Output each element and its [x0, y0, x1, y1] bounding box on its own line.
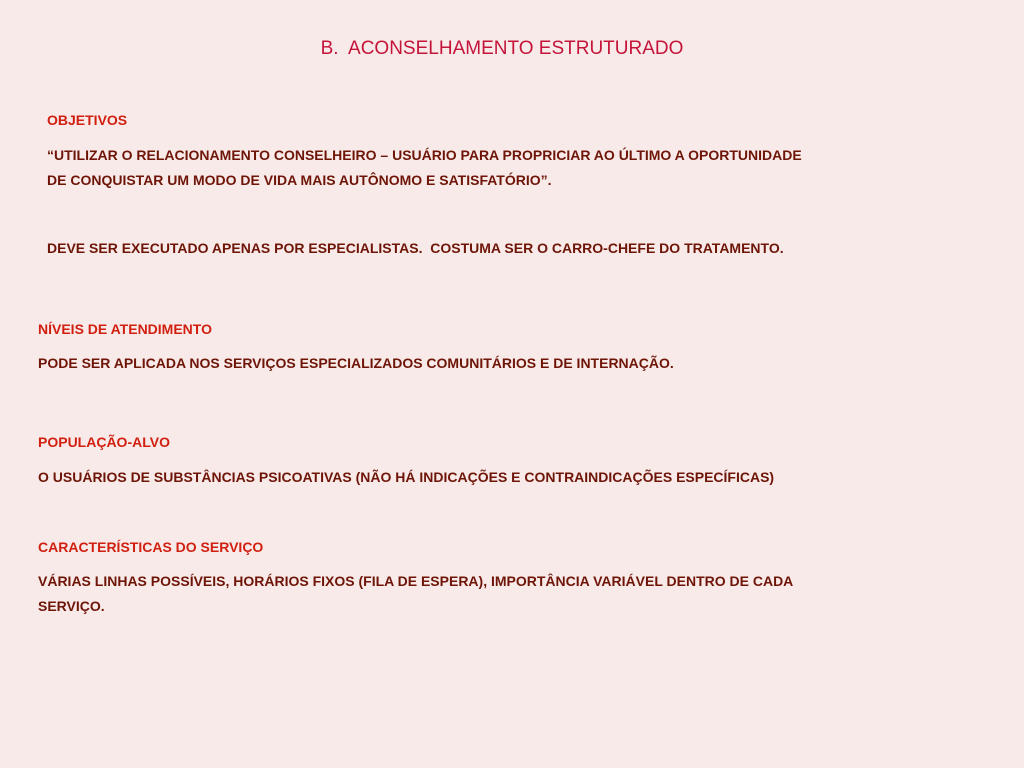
caracteristicas-text-line-2: SERVIÇO. [38, 598, 105, 614]
page-title: B. ACONSELHAMENTO ESTRUTURADO [320, 38, 684, 59]
objetivos-quote-line-1: “UTILIZAR O RELACIONAMENTO CONSELHEIRO – USUÁRIO PARA PROPRICIAR AO ÚLTIMO A OPORTUNIDADE [47, 147, 802, 163]
niveis-text: PODE SER APLICADA NOS SERVIÇOS ESPECIALIZADOS COMUNITÁRIOS E DE INTERNAÇÃO. [38, 355, 674, 371]
populacao-heading: POPULAÇÃO-ALVO [38, 434, 170, 450]
caracteristicas-heading: CARACTERÍSTICAS DO SERVIÇO [38, 539, 264, 555]
objetivos-quote-line-2: DE CONQUISTAR UM MODO DE VIDA MAIS AUTÔNOMO E SATISFATÓRIO”. [47, 172, 552, 188]
objetivos-heading: OBJETIVOS [47, 112, 128, 128]
niveis-heading: NÍVEIS DE ATENDIMENTO [38, 321, 212, 337]
objetivos-note: DEVE SER EXECUTADO APENAS POR ESPECIALISTAS. COSTUMA SER O CARRO-CHEFE DO TRATAMENTO. [47, 240, 784, 256]
populacao-text: O USUÁRIOS DE SUBSTÂNCIAS PSICOATIVAS (NÃO HÁ INDICAÇÕES E CONTRAINDICAÇÕES ESPECÍFICAS) [38, 469, 775, 485]
caracteristicas-text-line-1: VÁRIAS LINHAS POSSÍVEIS, HORÁRIOS FIXOS (FILA DE ESPERA), IMPORTÂNCIA VARIÁVEL DENTRO DE CADA [38, 573, 794, 589]
